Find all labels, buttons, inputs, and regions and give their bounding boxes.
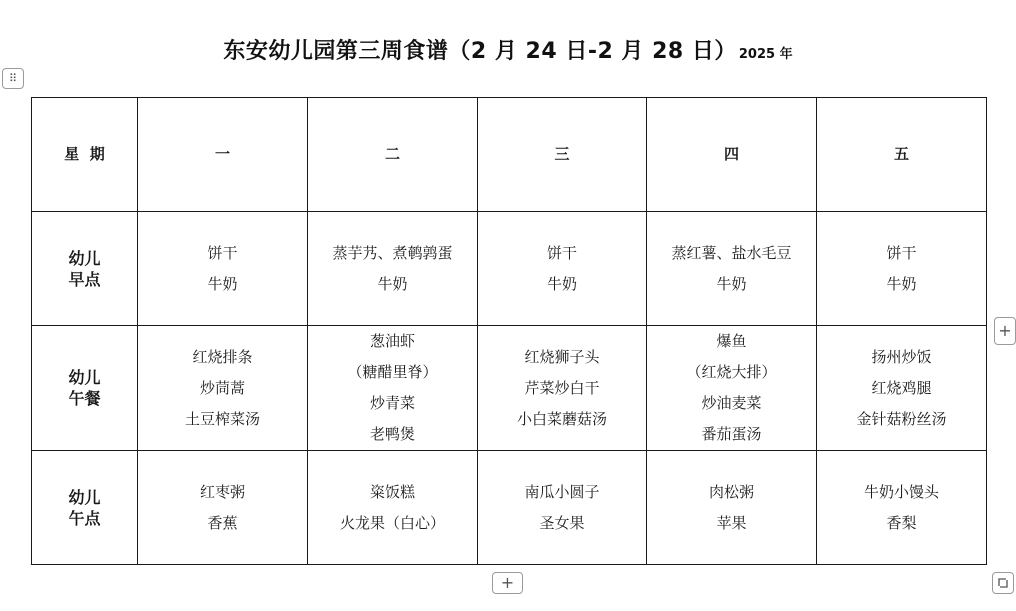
dish-item: 炒青菜 <box>369 394 415 412</box>
meal-label <box>32 248 137 290</box>
menu-cell <box>647 326 817 451</box>
menu-cell <box>308 326 478 451</box>
dish-item: 牛奶 <box>886 274 917 293</box>
corner-cell <box>32 98 138 212</box>
page-title <box>0 34 1016 65</box>
dish-item: 饼干 <box>886 243 917 262</box>
menu-cell <box>478 212 647 326</box>
dish-item: 红烧鸡腿 <box>871 378 932 397</box>
dish-item: 牛奶 <box>546 274 577 293</box>
dish-item: 小白菜蘑菇汤 <box>516 409 607 428</box>
menu-cell <box>138 451 308 565</box>
dish-item: 葱油虾 <box>369 332 415 350</box>
day-header-cell <box>308 98 478 212</box>
day-header-label: 二 <box>384 145 400 163</box>
menu-cell <box>817 212 987 326</box>
dish-item: 炒油麦菜 <box>701 394 762 412</box>
meal-label-line: 幼儿 <box>68 368 101 387</box>
meal-label-line: 午点 <box>68 508 101 528</box>
menu-cell <box>817 451 987 565</box>
day-header-label: 一 <box>214 145 230 163</box>
dish-item: 饼干 <box>207 243 238 262</box>
header-row <box>32 98 987 212</box>
dish-item: 番茄蛋汤 <box>701 425 762 443</box>
add-column-icon[interactable]: + <box>994 317 1016 345</box>
menu-table <box>31 97 987 565</box>
meal-label-line: 午餐 <box>68 389 101 408</box>
dish-item: 南瓜小圆子 <box>524 482 600 501</box>
dish-item: 爆鱼 <box>716 332 747 350</box>
dish-item: 土豆榨菜汤 <box>184 409 260 428</box>
snack-row <box>32 451 987 565</box>
dish-item: 金针菇粉丝汤 <box>856 409 947 428</box>
day-header-cell <box>138 98 308 212</box>
menu-cell <box>138 326 308 451</box>
dish-item: 扬州炒饭 <box>871 347 932 366</box>
title-year: 2025 年 <box>738 47 793 62</box>
menu-cell <box>647 212 817 326</box>
dish-item: 肉松粥 <box>708 482 754 501</box>
meal-label-line: 早点 <box>68 269 101 289</box>
meal-label-line: 幼儿 <box>68 248 101 268</box>
title-main: 东安幼儿园第三周食谱（2 月 24 日-2 月 28 日） <box>223 39 737 64</box>
menu-cell <box>647 451 817 565</box>
dish-item: （糖醋里脊） <box>347 363 438 381</box>
meal-label <box>32 367 137 409</box>
dish-item: 红烧排条 <box>192 347 253 366</box>
dish-item: 饼干 <box>546 243 577 262</box>
day-header-label: 三 <box>554 145 570 163</box>
dish-item: 粢饭糕 <box>369 482 415 501</box>
menu-cell <box>138 212 308 326</box>
resize-table-icon[interactable] <box>992 572 1014 594</box>
dish-item: 炒茼蒿 <box>199 378 245 397</box>
dish-item: 香蕉 <box>207 513 238 532</box>
day-header-cell <box>478 98 647 212</box>
dish-item: 圣女果 <box>539 513 585 532</box>
menu-cell <box>478 326 647 451</box>
meal-label-cell <box>32 326 138 451</box>
dish-item: 牛奶 <box>207 274 238 293</box>
dish-item: 蒸芋艿、煮鹌鹑蛋 <box>332 243 453 262</box>
dish-item: 苹果 <box>716 513 747 532</box>
breakfast-row <box>32 212 987 326</box>
meal-label-cell <box>32 212 138 326</box>
lunch-row <box>32 326 987 451</box>
dish-item: 火龙果（白心） <box>339 513 445 532</box>
dish-item: 牛奶 <box>377 274 408 293</box>
add-row-icon[interactable]: + <box>492 572 523 594</box>
day-header-cell <box>647 98 817 212</box>
menu-cell <box>478 451 647 565</box>
menu-cell <box>308 212 478 326</box>
dish-item: （红烧大排） <box>686 363 777 381</box>
meal-label-cell <box>32 451 138 565</box>
meal-label-line: 幼儿 <box>68 487 101 507</box>
day-header-label: 四 <box>723 145 739 163</box>
weekday-header-label: 星 期 <box>64 145 105 163</box>
menu-cell <box>817 326 987 451</box>
day-header-label: 五 <box>893 145 909 163</box>
dish-item: 牛奶 <box>716 274 747 293</box>
dish-item: 红枣粥 <box>199 482 245 501</box>
meal-label <box>32 487 137 529</box>
dish-item: 老鸭煲 <box>369 425 415 443</box>
dish-item: 蒸红薯、盐水毛豆 <box>671 243 792 262</box>
dish-item: 芹菜炒白干 <box>524 378 600 397</box>
dish-item: 牛奶小馒头 <box>863 482 939 501</box>
dish-item: 红烧狮子头 <box>524 347 600 366</box>
table-drag-handle-icon[interactable]: ⠿ <box>2 68 24 89</box>
day-header-cell <box>817 98 987 212</box>
dish-item: 香梨 <box>886 513 917 532</box>
menu-cell <box>308 451 478 565</box>
resize-corner-glyph <box>997 577 1009 589</box>
